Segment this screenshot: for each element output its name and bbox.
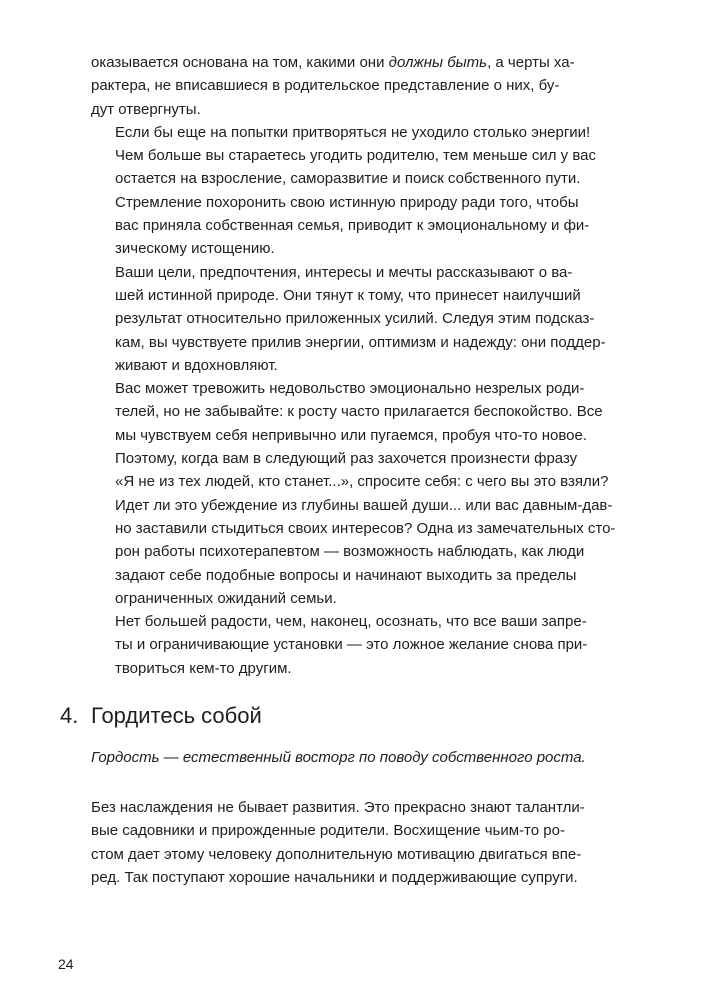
text-segment: живают и вдохновляют. (115, 356, 278, 374)
text-segment: должны быть (388, 54, 488, 71)
text-segment: ограниченных ожиданий семьи. (115, 589, 337, 607)
text-line (91, 191, 611, 214)
text-segment: рактера, не вписавшиеся в родительское представление о них, бу- (91, 77, 560, 95)
text-segment: шей истинной природе. Они тянут к тому, что принесет наилучший (115, 286, 581, 304)
text-segment: Если бы еще на попытки притворяться не уходило столько энергии! (115, 123, 591, 141)
text-line (91, 237, 611, 260)
text-segment: остается на взросление, саморазвитие и поиск собственного пути. (115, 170, 581, 188)
text-line (91, 447, 611, 470)
text-segment: зическому истощению. (115, 240, 275, 258)
text-line (91, 564, 611, 587)
body-text-bottom (91, 796, 611, 889)
text-line (91, 843, 611, 866)
text-segment: Вас может тревожить недовольство эмоционально незрелых роди- (115, 380, 585, 398)
paragraph (91, 51, 611, 121)
text-line (91, 74, 611, 97)
text-segment: , а черты ха- (487, 54, 575, 71)
text-segment: но заставили стыдиться своих интересов? Одна из замечательных сто- (115, 519, 616, 537)
text-line (91, 470, 611, 493)
text-line (91, 144, 611, 167)
text-line (91, 610, 611, 633)
text-line (91, 331, 611, 354)
text-line (91, 540, 611, 563)
paragraph (91, 377, 611, 447)
text-line (91, 121, 611, 144)
text-line (91, 98, 611, 121)
text-segment: Поэтому, когда вам в следующий раз захочется произнести фразу (115, 450, 578, 468)
paragraph (91, 796, 611, 889)
section-heading (60, 703, 262, 729)
paragraph (91, 447, 616, 610)
text-line (91, 377, 611, 400)
text-segment: «Я не из тех людей, кто станет...», спросите себя: с чего вы это взяли? (115, 473, 609, 491)
text-segment: вые садовники и прирожденные родители. Восхищение чьим-то ро- (91, 822, 565, 840)
text-line (91, 51, 611, 74)
text-line (91, 400, 611, 423)
text-segment: ред. Так поступают хорошие начальники и поддерживающие супруги. (91, 868, 578, 886)
text-line (91, 494, 611, 517)
text-line (91, 657, 611, 680)
text-segment: Чем больше вы стараетесь угодить родителю, тем меньше сил у вас (115, 147, 596, 165)
text-line (91, 307, 611, 330)
page-number: 24 (58, 956, 74, 972)
text-line (91, 214, 611, 237)
section-title: Гордитесь собой (91, 703, 262, 728)
text-segment: рон работы психотерапевтом — возможность наблюдать, как люди (115, 543, 585, 561)
text-segment: телей, но не забывайте: к росту часто прилагается беспокойство. Все (115, 403, 603, 421)
paragraph (91, 261, 611, 377)
text-line (91, 587, 611, 610)
text-segment: оказывается основана на том, какими они (91, 54, 389, 71)
text-line (91, 796, 611, 819)
text-segment: задают себе подобные вопросы и начинают выходить за пределы (115, 566, 577, 584)
text-segment: ты и ограничивающие установки — это ложное желание снова при- (115, 636, 588, 654)
text-segment: Без наслаждения не бывает развития. Это прекрасно знают талантли- (91, 799, 585, 816)
text-segment: Ваши цели, предпочтения, интересы и мечты рассказывают о ва- (115, 263, 573, 281)
text-segment: результат относительно приложенных усилий. Следуя этим подсказ- (115, 310, 595, 328)
text-segment: кам, вы чувствуете прилив энергии, оптимизм и надежду: они поддер- (115, 333, 606, 351)
epigraph: Гордость — естественный восторг по поводу собственного роста. (91, 749, 586, 766)
text-line (91, 261, 611, 284)
text-segment: вас приняла собственная семья, приводит к эмоциональному и фи- (115, 217, 590, 235)
text-segment: Идет ли это убеждение из глубины вашей души... или вас давным-дав- (115, 496, 613, 514)
section-number: 4. (60, 703, 79, 728)
text-line (91, 517, 616, 540)
paragraph (91, 121, 611, 261)
text-line (91, 866, 611, 889)
body-text-top (91, 51, 616, 680)
text-segment: мы чувствуем себя непривычно или пугаемся, пробуя что-то новое. (115, 426, 588, 444)
text-line (91, 424, 611, 447)
paragraph (91, 610, 611, 680)
text-segment: дут отвергнуты. (91, 100, 201, 118)
text-line (91, 819, 611, 842)
text-segment: стом дает этому человеку дополнительную мотивацию двигаться впе- (91, 845, 582, 863)
text-segment: твориться кем-то другим. (115, 659, 292, 677)
text-segment: Нет большей радости, чем, наконец, осознать, что все ваши запре- (115, 613, 587, 631)
text-segment: Стремление похоронить свою истинную природу ради того, чтобы (115, 193, 579, 211)
text-line (91, 633, 611, 656)
text-line (91, 284, 611, 307)
text-line (91, 354, 611, 377)
text-line (91, 167, 611, 190)
